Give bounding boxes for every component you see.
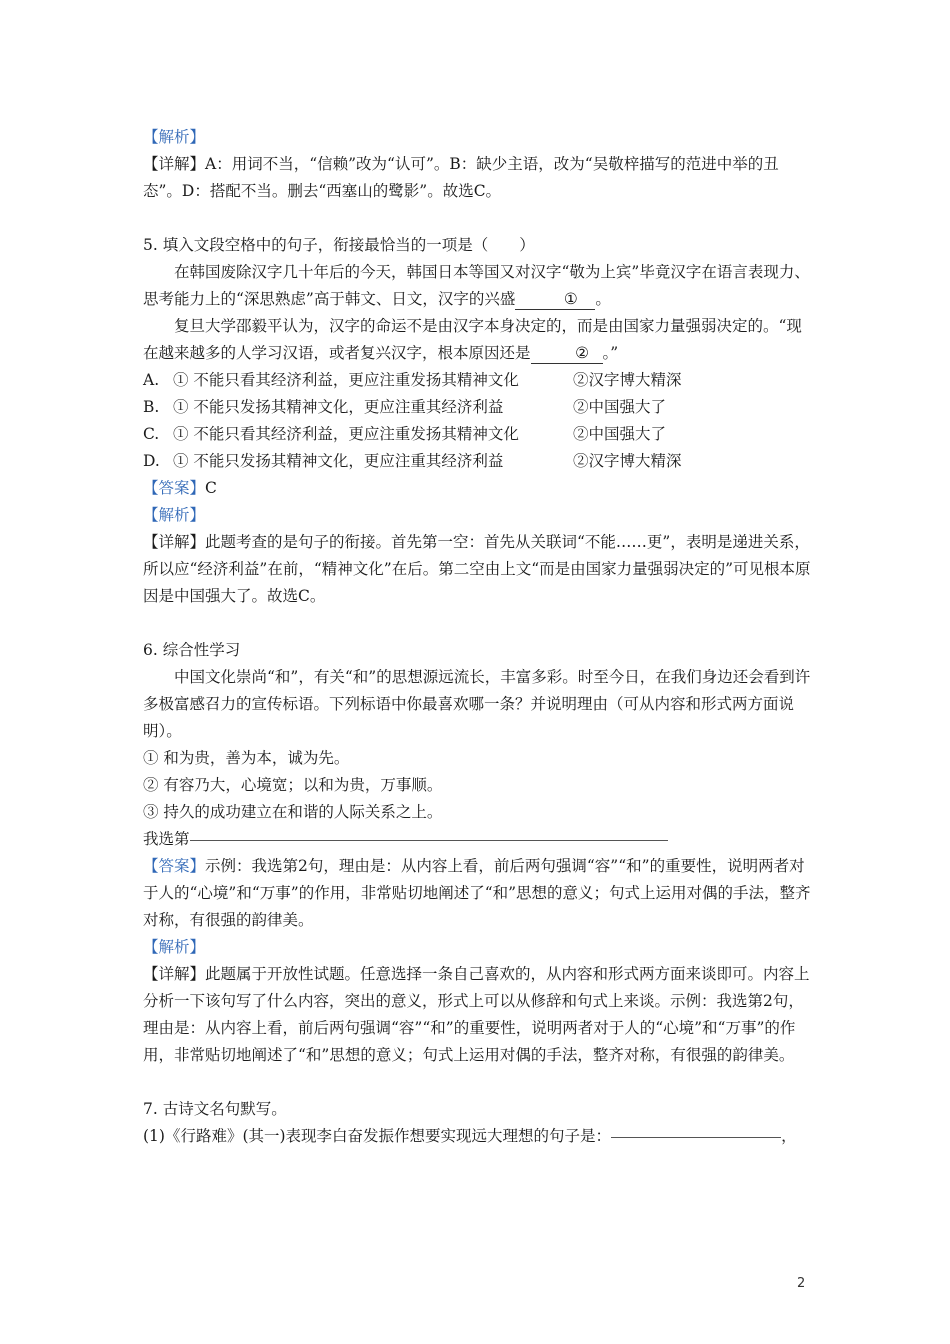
q6-slogan-1: ① 和为贵，善为本，诚为先。 bbox=[143, 749, 350, 767]
analysis-label: 【解析】 bbox=[143, 506, 206, 524]
answer-line bbox=[190, 840, 668, 841]
q5-detail: 【详解】此题考查的是句子的衔接。首先第一空：首先从关联词“不能……更”，表明是递进关系，所以应“经济利益”在前，“精神文化”在后。第二空由上文“而是由国家力量强弱决定的”可见根本原因是中国强大了。故选C。 bbox=[143, 533, 811, 605]
q5-title: 5. 填入文段空格中的句子，衔接最恰当的一项是（ ） bbox=[143, 236, 535, 254]
q5-blank-1: ① bbox=[515, 289, 595, 310]
page-number: 2 bbox=[797, 1276, 806, 1291]
q5-option-c: C. ① 不能只看其经济利益，更应注重发扬其精神文化 ②中国强大了 bbox=[143, 425, 667, 443]
q5-option-b: B. ① 不能只发扬其精神文化，更应注重其经济利益 ②中国强大了 bbox=[143, 398, 667, 416]
answer-line bbox=[611, 1137, 781, 1138]
q5-passage-1: 在韩国废除汉字几十年后的今天，韩国日本等国又对汉字“敬为上宾”毕竟汉字在语言表现力、思考能力上的“深思熟虑”高于韩文、日文，汉字的兴盛 ① 。 bbox=[143, 263, 810, 308]
q6-title: 6. 综合性学习 bbox=[143, 641, 241, 659]
analysis-label: 【解析】 bbox=[143, 938, 206, 956]
q5-option-a: A. ① 不能只看其经济利益，更应注重发扬其精神文化 ②汉字博大精深 bbox=[143, 371, 682, 389]
q5-option-d: D. ① 不能只发扬其精神文化，更应注重其经济利益 ②汉字博大精深 bbox=[143, 452, 682, 470]
q6-passage: 中国文化崇尚“和”，有关“和”的思想源远流长，丰富多彩。时至今日，在我们身边还会看到许多极富感召力的宣传标语。下列标语中你最喜欢哪一条？并说明理由（可从内容和形式两方面说明）。 bbox=[143, 668, 811, 740]
q4-detail: 【详解】A：用词不当，“信赖”改为“认可”。B：缺少主语，改为“吴敬梓描写的范进中举的丑态”。D：搭配不当。删去“西塞山的鹭影”。故选C。 bbox=[143, 155, 779, 200]
page-content bbox=[143, 124, 813, 1150]
answer-label: 【答案】 bbox=[143, 479, 206, 497]
q6-answer: 【答案】示例：我选第2句，理由是：从内容上看，前后两句强调“容”“和”的重要性，说明两者对于人的“心境”和“万事”的作用，非常贴切地阐述了“和”思想的意义；句式上运用对偶的手法，整齐对称，有很强的韵律美。 bbox=[143, 857, 811, 929]
q6-detail: 【详解】此题属于开放性试题。任意选择一条自己喜欢的，从内容和形式两方面来谈即可。内容上分析一下该句写了什么内容，突出的意义，形式上可以从修辞和句式上来谈。示例：我选第2句，理由是：从内容上看，前后两句强调“容”“和”的重要性，说明两者对于人的“心境”和“万事”的作用，非常贴切地阐述了“和”思想的意义；句式上运用对偶的手法，整齐对称，有很强的韵律美。 bbox=[143, 965, 810, 1064]
q6-slogan-3: ③ 持久的成功建立在和谐的人际关系之上。 bbox=[143, 803, 443, 821]
analysis-label: 【解析】 bbox=[143, 128, 206, 146]
q7-title: 7. 古诗文名句默写。 bbox=[143, 1100, 287, 1118]
q5-answer: 【答案】C bbox=[143, 479, 217, 497]
q6-choose-line: 我选第 bbox=[143, 826, 813, 853]
q5-blank-2: ② bbox=[531, 343, 603, 364]
q7-item-1: (1)《行路难》(其一)表现李白奋发振作想要实现远大理想的句子是： ， bbox=[143, 1127, 797, 1145]
q6-slogan-2: ② 有容乃大，心境宽；以和为贵，万事顺。 bbox=[143, 776, 443, 794]
answer-label: 【答案】 bbox=[143, 857, 206, 875]
q5-passage-2: 复旦大学邵毅平认为，汉字的命运不是由汉字本身决定的，而是由国家力量强弱决定的。“现在越来越多的人学习汉语，或者复兴汉字，根本原因还是 ② 。” bbox=[143, 317, 802, 362]
